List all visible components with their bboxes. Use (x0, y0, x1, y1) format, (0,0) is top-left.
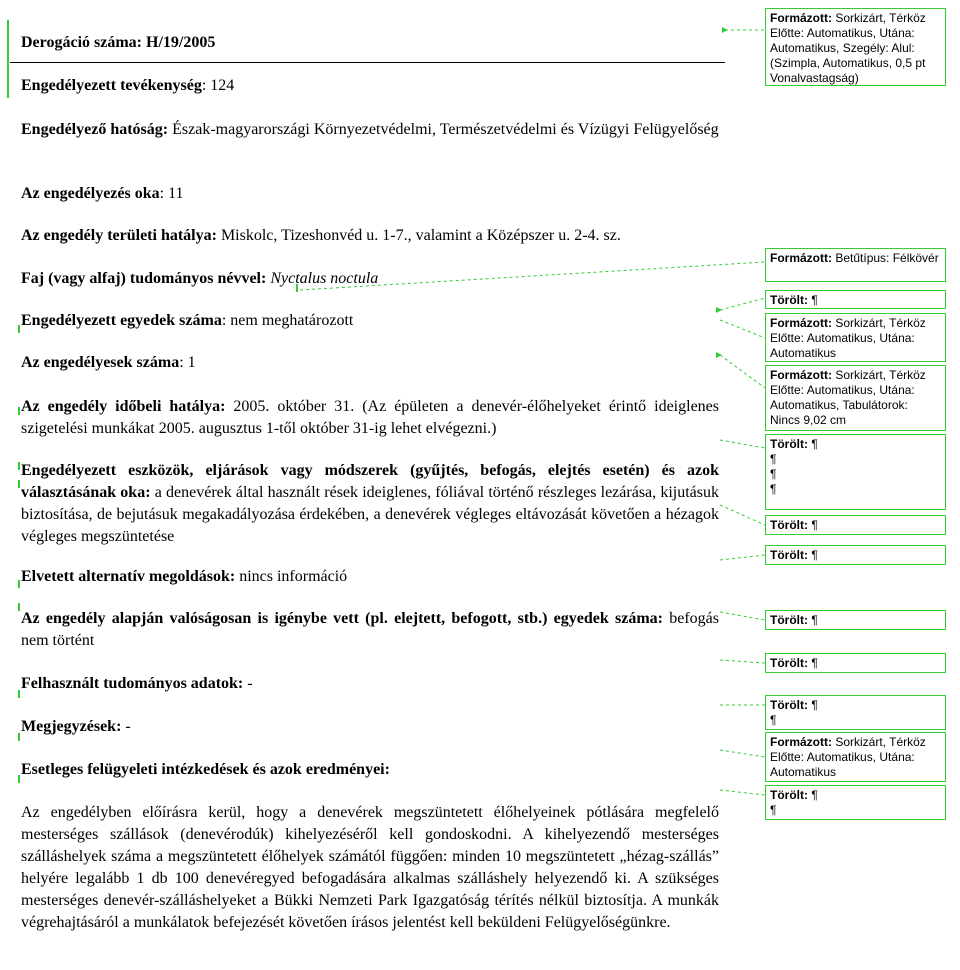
ok-value: : 11 (159, 185, 184, 202)
balloon-text: ¶ (808, 548, 818, 562)
eszkozok-label: Engedélyezett eszközök, eljárások vagy módszerek (gyűjtés, befogás, elejtés esetén) és azok választásának oka: (21, 462, 719, 501)
insert-caret (18, 580, 20, 588)
balloon-key: Törölt: (770, 698, 808, 712)
revision-balloon[interactable] (765, 290, 946, 309)
revision-balloon[interactable] (765, 365, 946, 431)
insert-caret (18, 480, 20, 488)
faj-line (21, 268, 719, 290)
balloon-key: Törölt: (770, 613, 808, 627)
balloon-key: Törölt: (770, 656, 808, 670)
revision-balloon[interactable] (765, 434, 946, 510)
alternativ-value: nincs információ (235, 568, 348, 585)
tudomanyos-line (21, 673, 719, 695)
revision-balloon[interactable] (765, 545, 946, 565)
insert-caret (18, 603, 20, 611)
revision-balloon[interactable] (765, 653, 946, 673)
balloon-key: Törölt: (770, 437, 808, 451)
tudomanyos-label: Felhasznált tudományos adatok: (21, 675, 244, 692)
balloon-text: Sorkizárt, Térköz Előtte: Automatikus, Utána: Automatikus, Tabulátorok: Nincs 9,02 cm (770, 368, 926, 427)
balloon-text: Betűtípus: Félkövér (832, 251, 939, 265)
teruleti-value: Miskolc, Tizeshonvéd u. 1-7., valamint a Középszer u. 2-4. sz. (216, 227, 621, 244)
insert-caret (18, 733, 20, 741)
tevekenyseg-line (21, 75, 719, 97)
felugyeleti-line (21, 759, 719, 781)
balloon-key: Formázott: (770, 251, 832, 265)
revision-balloon[interactable] (765, 610, 946, 630)
ok-line (21, 183, 719, 205)
idobeli-label: Az engedély időbeli hatálya: (21, 398, 226, 415)
engedelyek-label: Az engedélyesek száma (21, 354, 180, 371)
balloon-key: Formázott: (770, 368, 832, 382)
insert-caret (18, 775, 20, 783)
revision-balloon[interactable] (765, 515, 946, 535)
insert-caret (18, 690, 20, 698)
balloon-key: Formázott: (770, 316, 832, 330)
balloon-text: ¶ (808, 293, 818, 307)
derogacio-label: Derogáció száma (21, 34, 137, 51)
balloon-text: Sorkizárt, Térköz Előtte: Automatikus, Utána: Automatikus (770, 316, 926, 360)
engedelyek-line (21, 352, 719, 374)
teruleti-label: Az engedély területi hatálya: (21, 227, 217, 244)
revision-balloon[interactable] (765, 8, 946, 86)
teruleti-line (21, 225, 719, 247)
balloon-text: ¶ ¶ ¶ ¶ (770, 437, 818, 496)
insert-caret (18, 462, 20, 470)
faj-value: Nyctalus noctula (266, 270, 379, 287)
hatosag-value: Észak-magyarországi Környezetvédelmi, Természetvédelmi és Vízügyi Felügyelőség (168, 121, 719, 138)
megjegyzesek-value: - (121, 718, 131, 735)
idobeli-paragraph (21, 396, 719, 440)
balloon-text: ¶ (808, 518, 818, 532)
derogacio-value: : H/19/2005 (136, 34, 216, 51)
balloon-text: ¶ (808, 613, 818, 627)
ok-label: Az engedélyezés oka (21, 185, 160, 202)
igenybe-value: befogás nem történt (21, 610, 720, 649)
balloon-text: ¶ (808, 656, 818, 670)
idobeli-value: 2005. október 31. (Az épületen a denevér-élőhelyeket érintő ideiglenes szigetelési munkákat 2005. augusztus 1-től október 31-ig lehet elvégezni.) (21, 398, 720, 437)
igenybe-paragraph (21, 608, 719, 652)
tevekenyseg-value: : 124 (201, 77, 235, 94)
alternativ-line (21, 566, 719, 588)
eszkozok-value: a denevérek által használt rések ideiglenes, fóliával történő részleges lezárása, kijutásuk biztosítása, de bejutásuk megakadályozása érdekében, a denevérek végleges eltávozását követően a hézagok végleges megszüntetése (21, 484, 719, 545)
engedelyek-value: : 1 (179, 354, 196, 371)
balloon-text: Sorkizárt, Térköz Előtte: Automatikus, Utána: Automatikus, Szegély: Alul: (Szimpla, Automatikus, 0,5 pt Vonalvastagság) (770, 11, 926, 85)
megjegyzesek-line (21, 716, 719, 738)
egyedek-value: : nem meghatározott (221, 312, 354, 329)
balloon-text: ¶ ¶ (770, 788, 818, 817)
closing-paragraph: Az engedélyben előírásra kerül, hogy a denevérek megszüntetett élőhelyeinek pótlására megfelelő mesterséges szállások (denevérodúk) kihelyezéséről kell gondoskodni. A kihelyezendő mesterséges szálláshelyek száma a megszüntetett élőhelyek számától függően: minden 10 megszüntetett „hézag-szállás” helyére legalább 1 db 100 denevéregyed befogadására alkalmas szálláshely helyezendő ki. A szükséges mesterséges denevér-szálláshelyeket a Bükki Nemzeti Park Igazgatóság térítés nélkül biztosítja. A munkák végrehajtásáról a munkálatok befejezését követően írásos jelentést kell beküldeni Felügyelőségünkre. (21, 804, 719, 931)
derogacio-line (21, 32, 719, 54)
igenybe-label: Az engedély alapján valóságosan is igénybe vett (pl. elejtett, befogott, stb.) egyedek száma: (21, 610, 663, 627)
balloon-key: Törölt: (770, 548, 808, 562)
felugyeleti-label: Esetleges felügyeleti intézkedések és azok eredményei: (21, 761, 390, 778)
change-bar (7, 20, 9, 98)
balloon-key: Törölt: (770, 518, 808, 532)
alternativ-label: Elvetett alternatív megoldások: (21, 568, 236, 585)
eszkozok-paragraph (21, 460, 719, 548)
megjegyzesek-label: Megjegyzések: (21, 718, 122, 735)
egyedek-label: Engedélyezett egyedek száma (21, 312, 222, 329)
revision-balloon[interactable] (765, 248, 946, 282)
balloon-key: Formázott: (770, 735, 832, 749)
egyedek-line (21, 310, 719, 332)
revision-balloon[interactable] (765, 695, 946, 730)
balloon-key: Törölt: (770, 293, 808, 307)
hatosag-label: Engedélyező hatóság: (21, 121, 169, 138)
tevekenyseg-label: Engedélyezett tevékenység (21, 77, 202, 94)
tudomanyos-value: - (243, 675, 253, 692)
insert-caret (18, 325, 20, 333)
balloon-key: Formázott: (770, 11, 832, 25)
balloon-key: Törölt: (770, 788, 808, 802)
balloon-text: ¶ ¶ (770, 698, 818, 727)
balloon-text: Sorkizárt, Térköz Előtte: Automatikus, Utána: Automatikus (770, 735, 926, 779)
revision-balloon[interactable] (765, 313, 946, 362)
revision-balloon[interactable] (765, 732, 946, 782)
revision-balloon[interactable] (765, 785, 946, 820)
insert-caret (18, 407, 20, 415)
faj-label: Faj (vagy alfaj) tudományos névvel: (21, 270, 267, 287)
hatosag-paragraph (21, 119, 719, 141)
